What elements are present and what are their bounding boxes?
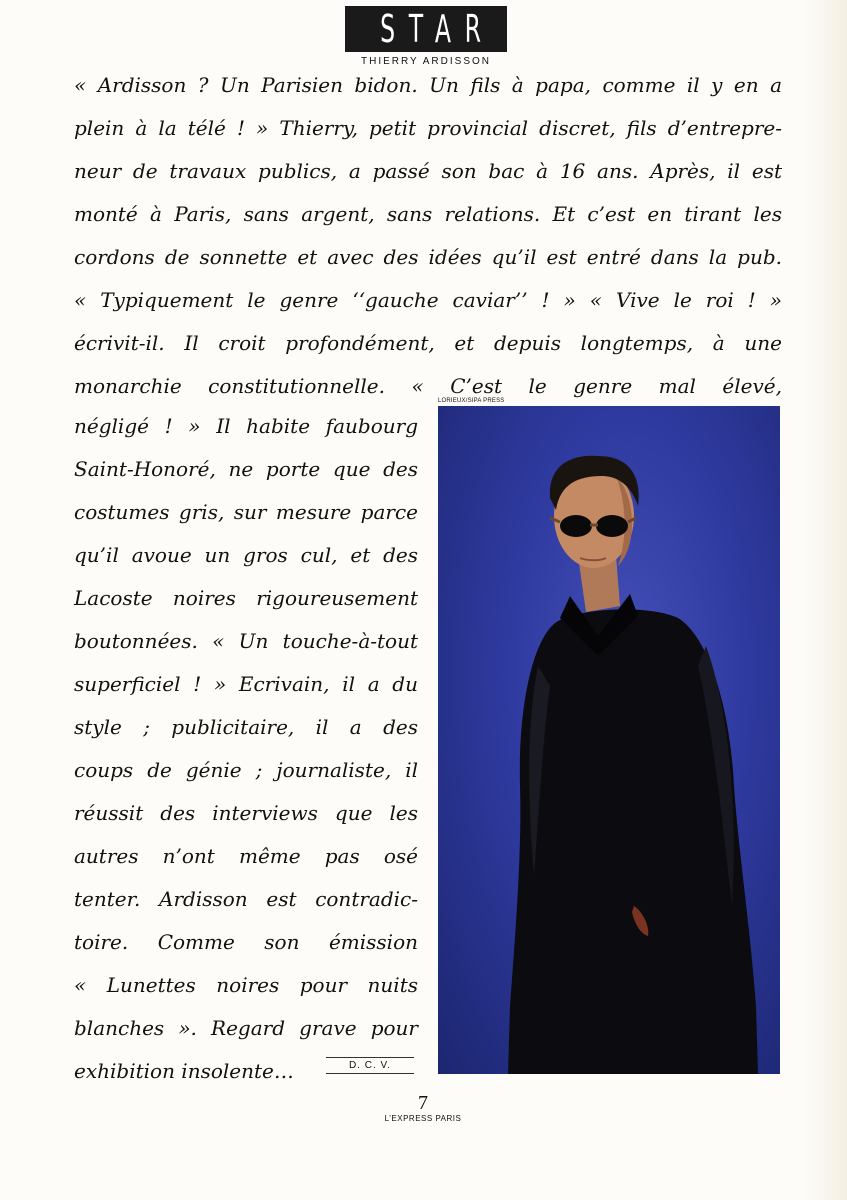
article-body-column <box>74 405 418 1093</box>
section-subtitle: THIERRY ARDISSON <box>361 56 491 67</box>
text-line: « Ardisson ? Un Parisien bidon. Un fils à papa, comme il y en a <box>74 73 782 97</box>
text-line: qu’il avoue un gros cul, et des <box>74 543 418 567</box>
section-title: STAR <box>379 7 495 51</box>
text-line: plein à la télé ! » Thierry, petit provincial discret, fils d’entrepre- <box>74 116 782 140</box>
text-line: tenter. Ardisson est contradic- <box>74 887 418 911</box>
text-line: cordons de sonnette et avec des idées qu’il est entré dans la pub. <box>74 245 782 269</box>
article-body-full-width <box>74 64 782 408</box>
text-line: Saint-Honoré, ne porte que des <box>74 457 418 481</box>
text-line: réussit des interviews que les <box>74 801 418 825</box>
text-line: monarchie constitutionnelle. « C’est le genre mal élevé, <box>74 374 782 398</box>
page-number: 7 <box>418 1092 428 1114</box>
text-line: blanches ». Regard grave pour <box>74 1016 418 1040</box>
text-line: « Lunettes noires pour nuits <box>74 973 418 997</box>
text-line: boutonnées. « Un touche-à-tout <box>74 629 418 653</box>
section-header-box <box>345 6 507 52</box>
text-line: monté à Paris, sans argent, sans relations. Et c’est en tirant les <box>74 202 782 226</box>
text-line: superficiel ! » Ecrivain, il a du <box>74 672 418 696</box>
photo-credit: LORIEUX/SIPA PRESS <box>438 398 505 404</box>
text-line: Lacoste noires rigoureusement <box>74 586 418 610</box>
text-line: neur de travaux publics, a passé son bac à 16 ans. Après, il est <box>74 159 782 183</box>
portrait-photo <box>438 406 780 1074</box>
text-line: coups de génie ; journaliste, il <box>74 758 418 782</box>
text-line: écrivit-il. Il croit profondément, et depuis longtemps, à une <box>74 331 782 355</box>
author-signature: D. C. V. <box>326 1057 414 1074</box>
text-line: exhibition insolente… <box>74 1059 294 1083</box>
text-line: toire. Comme son émission <box>74 930 418 954</box>
portrait-figure <box>438 406 780 1074</box>
text-line: autres n’ont même pas osé <box>74 844 418 868</box>
publication-name: L’EXPRESS PARIS <box>384 1114 462 1123</box>
text-line: costumes gris, sur mesure parce <box>74 500 418 524</box>
text-line: « Typiquement le genre ‘‘gauche caviar’’ ! » « Vive le roi ! » <box>74 288 782 312</box>
page-edge-shadow <box>805 0 847 1200</box>
text-line: négligé ! » Il habite faubourg <box>74 414 418 438</box>
text-line: style ; publicitaire, il a des <box>74 715 418 739</box>
